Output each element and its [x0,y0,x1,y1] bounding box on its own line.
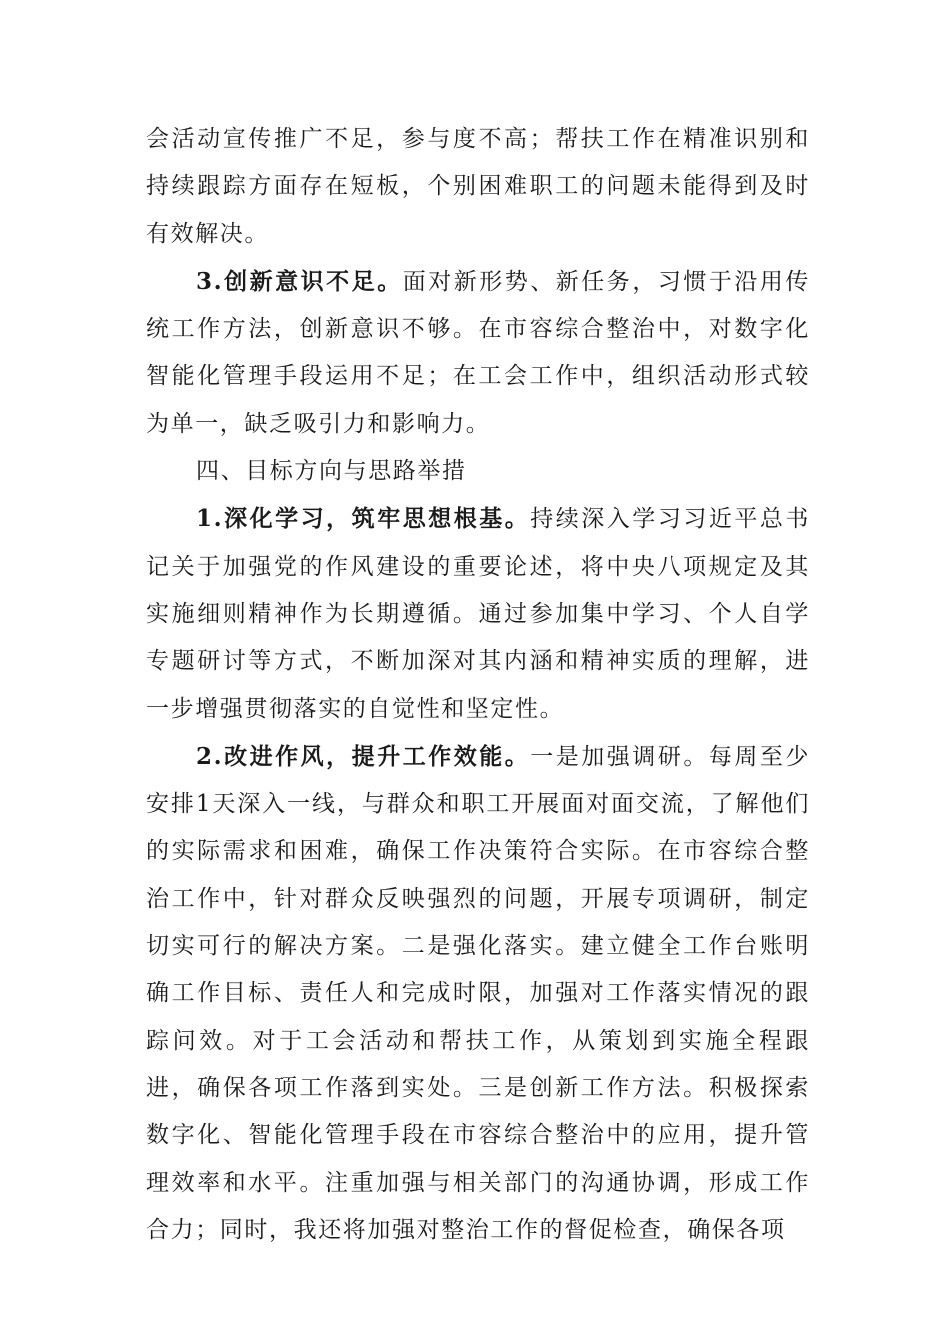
paragraph-lead: 3.创新意识不足。 [196,267,403,295]
paragraph-innovation-awareness [146,258,810,448]
section-heading-text: 四、目标方向与思路举措 [196,458,467,485]
paragraph-continuation [146,116,810,258]
paragraph-lead: 2.改进作风，提升工作效能。 [196,742,531,770]
section-heading [146,448,810,495]
paragraph-improve-style [146,733,810,1254]
document-body [146,116,810,1254]
paragraph-text: 持续深入学习习近平总书记关于加强党的作风建设的重要论述，将中央八项规定及其实施细则精神作为长期遵循。通过参加集中学习、个人自学专题研讨等方式，不断加深对其内涵和精神实质的理解，进一步增强贯彻落实的自觉性和坚定性。 [146,506,810,722]
paragraph-lead: 1.深化学习，筑牢思想根基。 [196,505,531,533]
paragraph-text: 一是加强调研。每周至少安排1天深入一线，与群众和职工开展面对面交流，了解他们的实际需求和困难，确保工作决策符合实际。在市容综合整治工作中，针对群众反映强烈的问题，开展专项调研，制定切实可行的解决方案。二是强化落实。建立健全工作台账明确工作目标、责任人和完成时限，加强对工作落实情况的跟踪问效。对于工会活动和帮扶工作，从策划到实施全程跟进，确保各项工作落到实处。三是创新工作方法。积极探索数字化、智能化管理手段在市容综合整治中的应用，提升管理效率和水平。注重加强与相关部门的沟通协调，形成工作合力；同时，我还将加强对整治工作的督促检查，确保各项 [146,743,810,1243]
paragraph-text: 面对新形势、新任务，习惯于沿用传统工作方法，创新意识不够。在市容综合整治中，对数字化智能化管理手段运用不足；在工会工作中，组织活动形式较为单一，缺乏吸引力和影响力。 [146,268,810,437]
paragraph-deepen-learning [146,495,810,732]
paragraph-text: 会活动宣传推广不足，参与度不高；帮扶工作在精准识别和持续跟踪方面存在短板，个别困难职工的问题未能得到及时有效解决。 [146,126,810,247]
